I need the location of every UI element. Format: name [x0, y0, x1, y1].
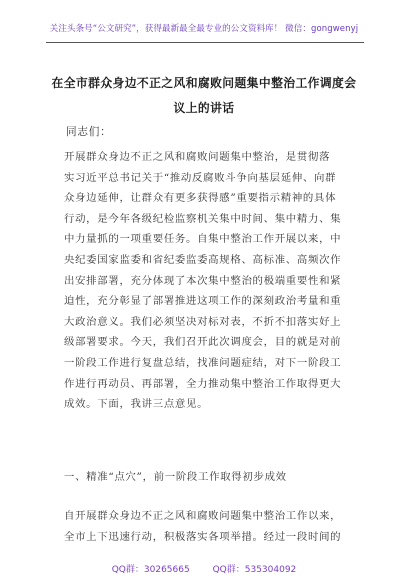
title-line-1: 在全市群众身边不正之风和腐败问题集中整治工作调度会 — [51, 76, 357, 90]
paragraph-line: 成效。下面，我讲三点意见。 — [64, 398, 209, 411]
paragraph-line: 中力量抓的一项重要任务。自集中整治工作开展以来，中 — [64, 233, 342, 246]
title-line-2: 议上的讲话 — [173, 101, 235, 115]
header-banner: 关注头条号“公文研究”，获得最新最全最专业的公文资料库！ 微信：gongwenyj — [49, 24, 359, 34]
paragraph-line: 作进行再动员、再部署，全力推动集中整治工作取得更大 — [64, 377, 342, 390]
footer — [0, 562, 408, 575]
paragraph-line: 行动，是今年各级纪检监察机关集中时间、集中精力、集 — [64, 212, 342, 225]
paragraph-line: 自开展群众身边不正之风和腐败问题集中整治工作以来， — [64, 510, 342, 522]
paragraph-line: 出安排部署，充分体现了本次集中整治的极端重要性和紧 — [64, 274, 342, 287]
salutation: 同志们： — [66, 126, 112, 138]
paragraph-line: 开展群众身边不正之风和腐败问题集中整治，是贯彻落 — [64, 151, 331, 163]
header-divider — [46, 42, 364, 43]
paragraph-line: 众身边延伸，让群众有更多获得感”重要指示精神的具体 — [64, 192, 337, 205]
document-title — [40, 71, 368, 121]
body-paragraph-1 — [64, 147, 346, 415]
paragraph-line: 级部署要求。今天，我们召开此次调度会，目的就是对前 — [64, 336, 342, 349]
paragraph-line: 央纪委国家监委和省纪委监委高规格、高标准、高频次作 — [64, 253, 342, 266]
footer-qq-group-1: QQ群：30265665 — [111, 565, 190, 575]
paragraph-line: 一阶段工作进行复盘总结，找准问题症结，对下一阶段工 — [64, 356, 342, 369]
section-heading-1: 一、精准“点穴”，前一阶段工作取得初步成效 — [64, 471, 287, 483]
paragraph-line: 大政治意义。我们必须坚决对标对表，不折不扣落实好上 — [64, 315, 342, 328]
paragraph-line: 迫性，充分彰显了部署推进这项工作的深刻政治考量和重 — [64, 295, 342, 308]
body-paragraph-2 — [64, 506, 346, 547]
paragraph-line: 全市上下迅速行动，积极落实各项举措。经过一段时间的 — [64, 530, 342, 543]
footer-qq-group-2: QQ群：535304092 — [212, 565, 297, 575]
paragraph-line: 实习近平总书记关于“推动反腐败斗争向基层延伸、向群 — [64, 171, 337, 184]
